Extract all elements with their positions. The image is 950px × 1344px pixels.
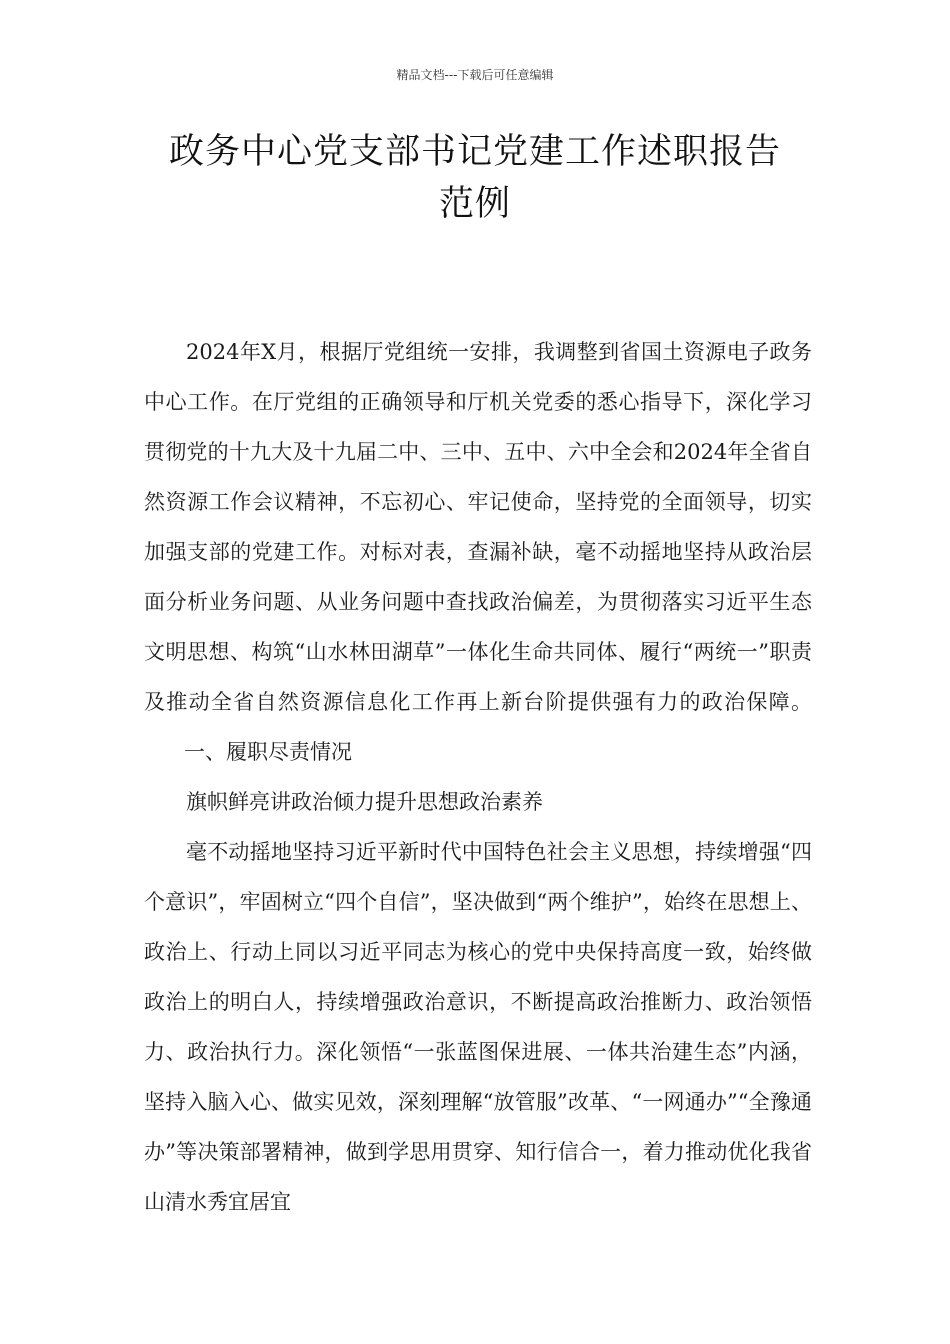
section-heading-1: 一、履职尽责情况 — [184, 740, 352, 764]
paragraph-intro-text: 2024年X月，根据厅党组统一安排，我调整到省国土资源电子政务中心工作。在厅党组的正确领导和厅机关党委的悉心指导下，深化学习贯彻党的十九大及十九届二中、三中、五中、六中全会和2024年全省自然资源工作会议精神，不忘初心、牢记使命，坚持党的全面领导，切实加强支部的党建工作。对标对表，查漏补缺，毫不动摇地坚持从政治层面分析业务问题、从业务问题中查找政治偏差，为贯彻落实习近平生态文明思想、构筑“山水林田湖草”一体化生命共同体、履行“两统一”职责及推动全省自然资源信息化工作再上新台阶提供强有力的政治保障。 — [144, 340, 812, 714]
paragraph-2: 毫不动摇地坚持习近平新时代中国特色社会主义思想，持续增强“四个意识”，牢固树立“四个自信”，坚决做到“两个维护”，始终在思想上、政治上、行动上同以习近平同志为核心的党中央保持高度一致，始终做政治上的明白人，持续增强政治意识，不断提高政治推断力、政治领悟力、政治执行力。深化领悟“一张蓝图保进展、一体共治建生态”内涵，坚持入脑入心、做实见效，深刻理解“放管服”改革、“一网通办”“全豫通办”等决策部署精神，做到学思用贯穿、知行信合一，着力推动优化我省山清水秀宜居宜 — [144, 840, 812, 1214]
header-note: 精品文档---下载后可任意编辑 — [396, 68, 554, 82]
title-line-2: 范例 — [438, 184, 511, 224]
title-line-1: 政务中心党支部书记党建工作述职报告 — [168, 132, 781, 172]
document-title — [120, 126, 830, 230]
document-body — [144, 327, 812, 1227]
paragraph-intro — [144, 327, 812, 777]
subheading-1: 旗帜鲜亮讲政治倾力提升思想政治素养 — [186, 790, 543, 814]
